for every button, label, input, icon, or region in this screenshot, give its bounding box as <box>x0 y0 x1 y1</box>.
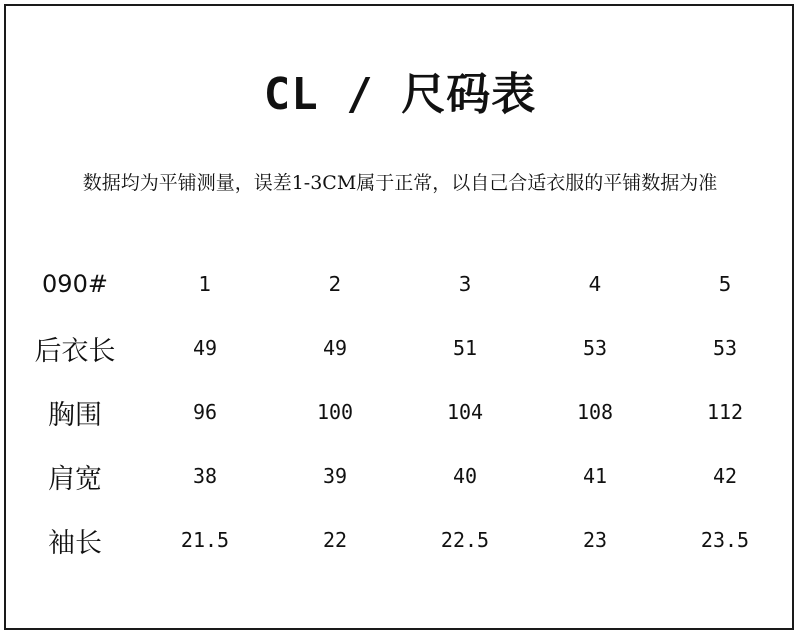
table-cell: 39 <box>322 464 348 488</box>
table-cell: 96 <box>192 400 218 424</box>
measurement-note: 数据均为平铺测量，误差1-3CM属于正常，以自己合适衣服的平铺数据为准 <box>82 172 718 194</box>
table-cell: 38 <box>192 464 218 488</box>
table-cell: 23 <box>582 528 608 552</box>
row-label: 后衣长 <box>34 335 116 367</box>
size-table <box>10 252 790 572</box>
table-cell: 21.5 <box>180 528 230 552</box>
table-cell: 53 <box>582 336 608 360</box>
row-label: 袖长 <box>48 527 102 559</box>
header-cell-size: 5 <box>718 272 732 296</box>
table-header-row <box>10 252 790 316</box>
header-cell-size: 1 <box>198 272 212 296</box>
row-label: 肩宽 <box>48 463 102 495</box>
page-title: CL / 尺码表 <box>263 69 537 120</box>
table-cell: 53 <box>712 336 738 360</box>
header-cell-size: 2 <box>328 272 342 296</box>
table-cell: 104 <box>446 400 484 424</box>
table-row <box>10 316 790 380</box>
table-row <box>10 380 790 444</box>
table-cell: 49 <box>322 336 348 360</box>
table-cell: 108 <box>576 400 614 424</box>
table-cell: 51 <box>452 336 478 360</box>
header-cell-size: 4 <box>588 272 602 296</box>
table-cell: 22.5 <box>440 528 490 552</box>
header-cell-size: 3 <box>458 272 472 296</box>
table-cell: 22 <box>322 528 348 552</box>
table-cell: 41 <box>582 464 608 488</box>
row-label: 胸围 <box>48 399 102 431</box>
table-cell: 112 <box>706 400 744 424</box>
table-cell: 49 <box>192 336 218 360</box>
table-row <box>10 444 790 508</box>
table-cell: 42 <box>712 464 738 488</box>
table-cell: 23.5 <box>700 528 750 552</box>
table-cell: 40 <box>452 464 478 488</box>
header-cell-model: 090# <box>42 270 108 298</box>
table-cell: 100 <box>316 400 354 424</box>
table-row <box>10 508 790 572</box>
